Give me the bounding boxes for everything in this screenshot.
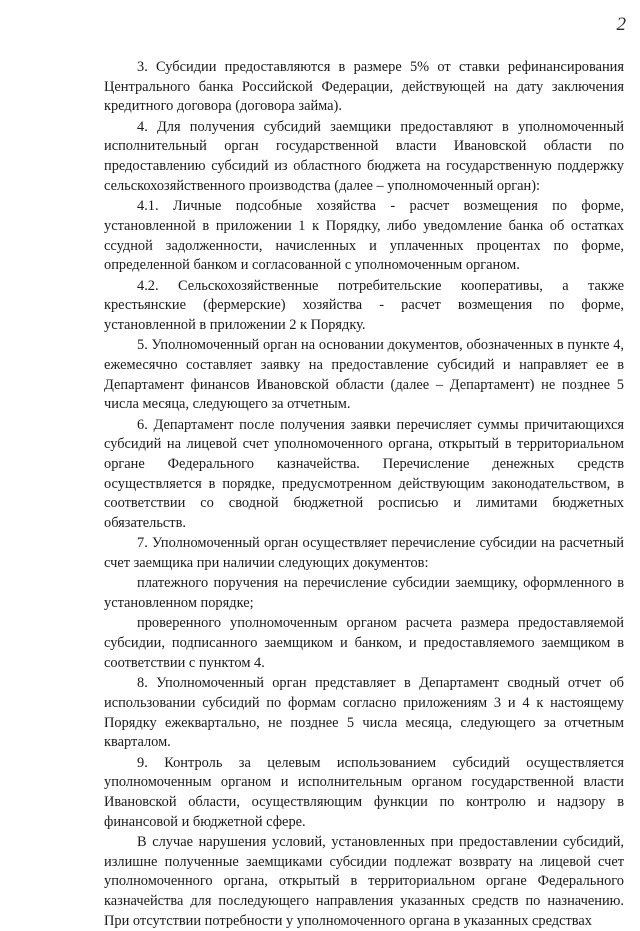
paragraph-9: 9. Контроль за целевым использованием субсидий осуществляется уполномоченным органом и исполнительным органом государственной власти Ивановской области, осуществляющим функции по контролю и надзору в финансовой и бюджетной сфере.: [104, 754, 624, 830]
paragraph-7-item-2: проверенного уполномоченным органом расчета размера предоставляемой субсидии, подписанного заемщиком и банком, и предоставляемого заемщиком в соответствии с пунктом 4.: [104, 615, 624, 671]
paragraph-4: 4. Для получения субсидий заемщики предоставляют в уполномоченный исполнительный орган государственной власти Ивановской области по предоставлению субсидий из областного бюджета на государственную поддержку сельскохозяйственного производства (далее – уполномоченный орган):: [104, 118, 624, 194]
paragraph-8: 8. Уполномоченный орган представляет в Департамент сводный отчет об использовании субсидий по формам согласно приложениям 3 и 4 к настоящему Порядку ежеквартально, не позднее 5 числа месяца, следующего за отчетным кварталом.: [104, 675, 624, 751]
paragraph-7: 7. Уполномоченный орган осуществляет перечисление субсидии на расчетный счет заемщика при наличии следующих документов:: [104, 535, 624, 572]
paragraph-3: 3. Субсидии предоставляются в размере 5% от ставки рефинансирования Центрального банка Российской Федерации, действующей на дату заключения кредитного договора (договора займа).: [104, 59, 624, 115]
paragraph-4-2: 4.2. Сельскохозяйственные потребительские кооперативы, а также крестьянские (фермерские) хозяйства - расчет возмещения по форме, установленной в приложении 2 к Порядку.: [104, 277, 624, 333]
paragraph-7-item-1: платежного поручения на перечисление субсидии заемщику, оформленного в установленном порядке;: [104, 575, 624, 612]
document-body: [104, 58, 624, 931]
paragraph-6: 6. Департамент после получения заявки перечисляет суммы причитающихся субсидий на лицевой счет уполномоченного органа, открытый в территориальном органе Федерального казначейства. Перечисление денежных средств осуществляется в порядке, предусмотренном действующим законодательством, в соответствии со сводной бюджетной росписью и лимитами бюджетных обязательств.: [104, 416, 624, 532]
paragraph-5: 5. Уполномоченный орган на основании документов, обозначенных в пункте 4, ежемесячно составляет заявку на предоставление субсидий и направляет ее в Департамент финансов Ивановской области (далее – Департамент) не позднее 5 числа месяца, следующего за отчетным.: [104, 337, 624, 413]
paragraph-9-violations: В случае нарушения условий, установленных при предоставлении субсидий, излишне полученные заемщиками субсидии подлежат возврату на лицевой счет уполномоченного органа, открытый в территориальном органе Федерального казначейства для последующего направления указанных средств по назначению. При отсутствии потребности у уполномоченного органа в указанных средствах: [104, 833, 624, 929]
page-number: 2: [616, 14, 626, 35]
paragraph-4-1: 4.1. Личные подсобные хозяйства - расчет возмещения по форме, установленной в приложении 1 к Порядку, либо уведомление банка об остатках ссудной задолженности, начисленных и уплаченных процентах по форме, определенной банком и согласованной с уполномоченным органом.: [104, 198, 624, 274]
